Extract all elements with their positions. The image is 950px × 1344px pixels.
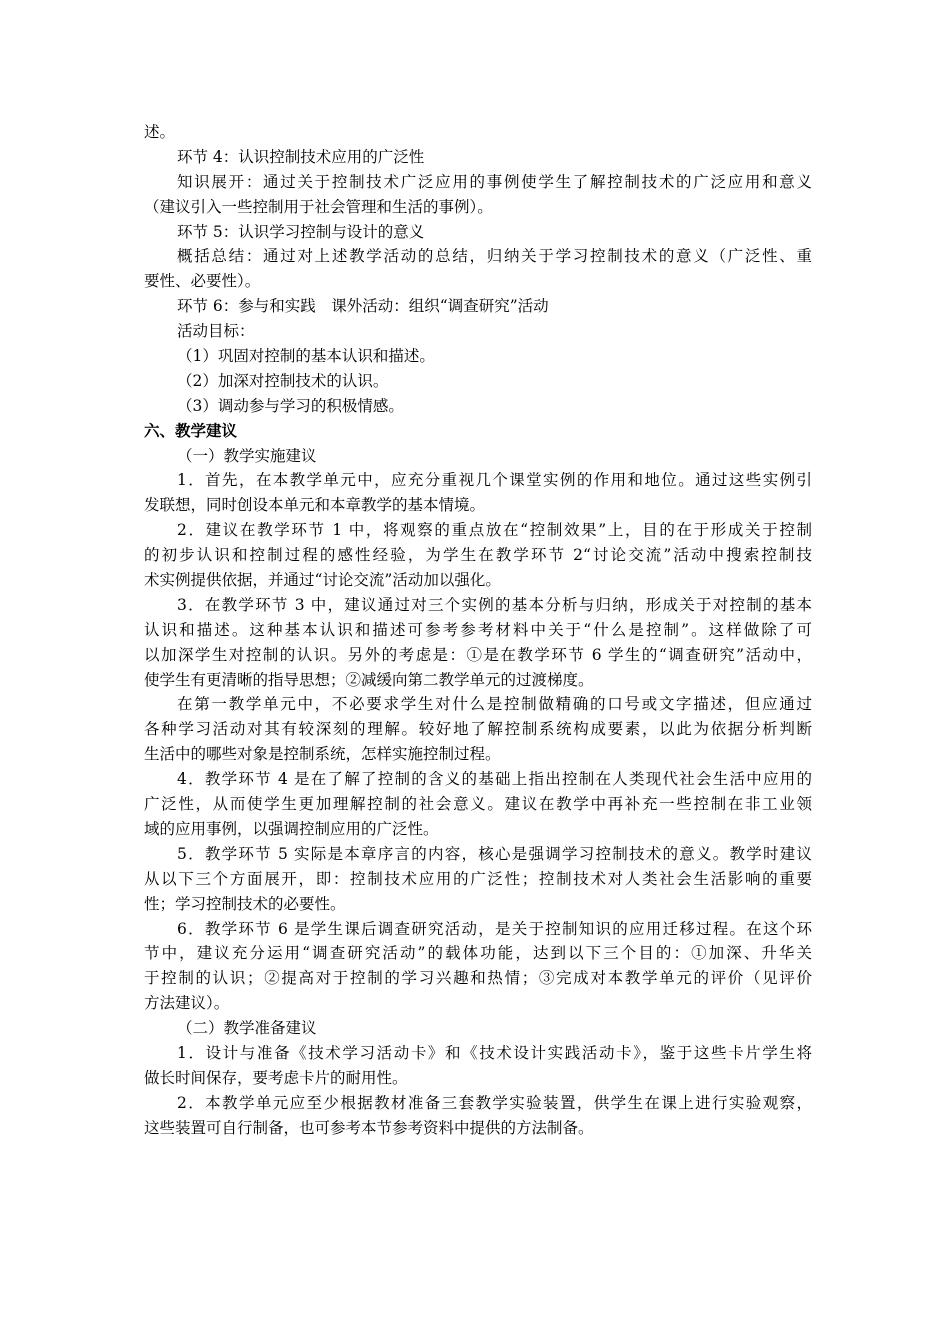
text-line: 做长时间保存，要考虑卡片的耐用性。 — [144, 1068, 408, 1087]
text-line: 使学生有更清晰的指导思想；②减缓向第二教学单元的过渡梯度。 — [144, 670, 594, 689]
text-line: 5．教学环节 5 实际是本章序言的内容，核心是强调学习控制技术的意义。教学时建议 — [177, 844, 812, 863]
text-line: 性；学习控制技术的必要性。 — [144, 894, 346, 913]
text-line: 概括总结：通过对上述教学活动的总结，归纳关于学习控制技术的意义（广泛性、重 — [177, 247, 812, 266]
text-line: 活动目标： — [177, 322, 255, 341]
text-line: （1）巩固对控制的基本认识和描述。 — [177, 347, 435, 366]
text-line: 环节 4：认识控制技术应用的广泛性 — [177, 147, 425, 166]
text-line: 要性、必要性）。 — [144, 272, 261, 291]
text-line: 1．设计与准备《技术学习活动卡》和《技术设计实践活动卡》，鉴于这些卡片学生将 — [177, 1043, 812, 1062]
text-line: 述。 — [144, 123, 176, 141]
text-line: 4．教学环节 4 是在了解了控制的含义的基础上指出控制在人类现代社会生活中应用的 — [177, 770, 812, 789]
text-line: 于控制的认识；②提高对于控制的学习兴趣和热情；③完成对本教学单元的评价（见评价 — [144, 969, 812, 988]
text-line: 的初步认识和控制过程的感性经验，为学生在教学环节 2“讨论交流”活动中搜索控制技 — [144, 546, 812, 565]
text-line: （建议引入一些控制用于社会管理和生活的事例）。 — [144, 197, 493, 216]
text-line: 术实例提供依据，并通过“讨论交流”活动加以强化。 — [144, 571, 501, 590]
text-line: 发联想，同时创设本单元和本章教学的基本情境。 — [144, 496, 486, 515]
text-line: 1．首先，在本教学单元中，应充分重视几个课堂实例的作用和地位。通过这些实例引 — [177, 471, 812, 490]
document-body — [144, 120, 812, 1141]
text-line: 方法建议）。 — [144, 994, 230, 1013]
text-line: 以加深学生对控制的认识。另外的考虑是：①是在教学环节 6 学生的“调查研究”活动中， — [144, 645, 812, 664]
text-line: 2．建议在教学环节 1 中，将观察的重点放在“控制效果”上，目的在于形成关于控制 — [177, 521, 812, 540]
text-line: 认识和描述。这种基本认识和描述可参考参考材料中关于“什么是控制”。这样做除了可 — [144, 620, 812, 639]
text-line: （3）调动参与学习的积极情感。 — [177, 396, 404, 415]
text-line: 在第一教学单元中，不必要求学生对什么是控制做精确的口号或文字描述，但应通过 — [177, 695, 812, 714]
text-line: 环节 5：认识学习控制与设计的意义 — [177, 222, 425, 241]
section-heading: 六、教学建议 — [144, 421, 238, 440]
text-line: 生活中的哪些对象是控制系统，怎样实施控制过程。 — [144, 745, 501, 764]
text-line: 从以下三个方面展开，即：控制技术应用的广泛性；控制技术对人类社会生活影响的重要 — [144, 869, 812, 888]
text-line: 这些装置可自行制备，也可参考本节参考资料中提供的方法制备。 — [144, 1118, 594, 1137]
text-line: 3．在教学环节 3 中，建议通过对三个实例的基本分析与归纳，形成关于对控制的基本 — [177, 595, 812, 614]
text-line: （二）教学准备建议 — [177, 1019, 317, 1038]
text-line: 环节 6：参与和实践 课外活动：组织“调查研究”活动 — [177, 297, 549, 316]
text-line: 各种学习活动对其有较深刻的理解。较好地了解控制系统构成要素，以此为依据分析判断 — [144, 720, 812, 739]
text-line: 知识展开：通过关于控制技术广泛应用的事例使学生了解控制技术的广泛应用和意义 — [177, 172, 812, 191]
text-line: 2．本教学单元应至少根据教材准备三套教学实验装置，供学生在课上进行实验观察， — [177, 1093, 812, 1112]
text-line: 节中，建议充分运用“调查研究活动”的载体功能，达到以下三个目的：①加深、升华关 — [144, 944, 812, 963]
text-line: （一）教学实施建议 — [177, 446, 317, 465]
text-line: （2）加深对控制技术的认识。 — [177, 371, 389, 390]
text-line: 广泛性，从而使学生更加理解控制的社会意义。建议在教学中再补充一些控制在非工业领 — [144, 795, 812, 814]
text-line: 6．教学环节 6 是学生课后调查研究活动，是关于控制知识的应用迁移过程。在这个环 — [177, 919, 812, 938]
text-line: 域的应用事例，以强调控制应用的广泛性。 — [144, 819, 439, 838]
